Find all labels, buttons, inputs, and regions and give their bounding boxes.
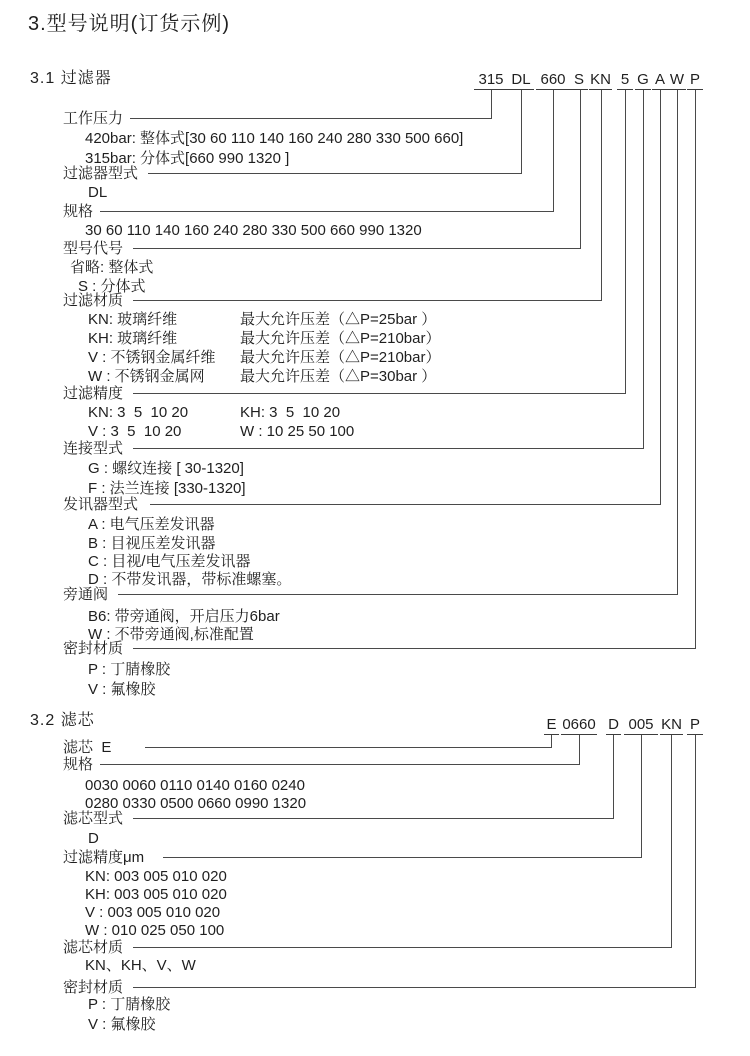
model-code-segment: D [606, 717, 621, 735]
spec-label: 发讯器型式 [63, 496, 139, 513]
spec-label: 滤芯 E [63, 739, 112, 756]
connector-line-h [145, 747, 551, 748]
spec-label: 滤芯型式 [63, 810, 124, 827]
connector-line-v [660, 90, 661, 505]
connector-line-h [133, 393, 625, 394]
spec-label: 规格 [63, 756, 94, 773]
spec-item: 最大允许压差（△P=210bar） [240, 349, 441, 366]
model-code-segment: P [687, 72, 703, 90]
spec-item: KN: 玻璃纤维 [88, 311, 178, 328]
spec-item: F : 法兰连接 [330-1320] [88, 480, 246, 497]
spec-item: 最大允许压差（△P=25bar ） [240, 311, 437, 328]
model-code-segment: 660 [536, 72, 570, 90]
connector-line-v [551, 735, 552, 748]
page-title: 3.型号说明(订货示例) [28, 13, 230, 35]
spec-item: W : 010 025 050 100 [85, 922, 225, 939]
model-code-segment: 005 [624, 717, 658, 735]
spec-item: DL [88, 184, 108, 201]
connector-line-h [118, 594, 677, 595]
spec-item: P : 丁腈橡胶 [88, 661, 171, 678]
connector-line-v [521, 90, 522, 174]
connector-line-v [695, 90, 696, 649]
spec-label: 滤芯材质 [63, 939, 124, 956]
connector-line-h [100, 764, 579, 765]
spec-item: 最大允许压差（△P=30bar ） [240, 368, 437, 385]
connector-line-h [100, 211, 553, 212]
model-code-segment: P [687, 717, 703, 735]
section-heading-element: 3.2 滤芯 [30, 712, 95, 729]
connector-line-h [163, 857, 641, 858]
connector-line-v [580, 90, 581, 249]
spec-item: 30 60 110 140 160 240 280 330 500 660 990 1320 [85, 222, 422, 239]
spec-item: 420bar: 整体式[30 60 110 140 160 240 280 330 500 660] [85, 130, 464, 147]
spec-label: 密封材质 [63, 979, 124, 996]
spec-label: 过滤器型式 [63, 165, 139, 182]
connector-line-h [150, 504, 660, 505]
model-code-segment: E [544, 717, 559, 735]
spec-item: D [88, 830, 99, 847]
spec-item: 315bar: 分体式[660 990 1320 ] [85, 150, 290, 167]
spec-item: KH: 003 005 010 020 [85, 886, 227, 903]
connector-line-v [613, 735, 614, 819]
spec-item: 省略: 整体式 [70, 259, 154, 276]
spec-label: 旁通阀 [63, 586, 109, 603]
connector-line-v [643, 90, 644, 449]
spec-item: A : 电气压差发讯器 [88, 516, 215, 533]
connector-line-h [133, 300, 601, 301]
connector-line-v [671, 735, 672, 948]
model-code-segment: 5 [617, 72, 633, 90]
connector-line-h [130, 118, 491, 119]
connector-line-v [579, 735, 580, 765]
spec-item: KN、KH、V、W [85, 957, 196, 974]
spec-item: P : 丁腈橡胶 [88, 996, 171, 1013]
spec-item: KH: 玻璃纤维 [88, 330, 178, 347]
connector-line-h [133, 648, 695, 649]
spec-item: W : 10 25 50 100 [240, 423, 355, 440]
model-code-segment: 315 [474, 72, 508, 90]
model-code-segment: A [652, 72, 668, 90]
connector-line-h [133, 947, 671, 948]
spec-item: V : 氟橡胶 [88, 1016, 156, 1033]
spec-item: C : 目视/电气压差发讯器 [88, 553, 251, 570]
connector-line-h [133, 248, 580, 249]
spec-item: 0030 0060 0110 0140 0160 0240 [85, 777, 305, 794]
connector-line-h [133, 818, 613, 819]
spec-label: 过滤精度 [63, 385, 124, 402]
connector-line-v [695, 735, 696, 988]
connector-line-v [625, 90, 626, 394]
connector-line-v [601, 90, 602, 301]
spec-item: B : 目视压差发讯器 [88, 535, 216, 552]
spec-item: KN: 3 5 10 20 [88, 404, 189, 421]
spec-label: 规格 [63, 203, 94, 220]
spec-item: 0280 0330 0500 0660 0990 1320 [85, 795, 307, 812]
model-code-segment: 0660 [562, 716, 596, 733]
connector-line-v [553, 90, 554, 212]
spec-label: 过滤材质 [63, 292, 124, 309]
spec-label: 工作压力 [63, 110, 124, 127]
spec-item: W : 不带旁通阀,标准配置 [88, 626, 254, 643]
spec-item: B6: 带旁通阀，开启压力6bar [88, 608, 280, 625]
spec-label: 型号代号 [63, 240, 124, 257]
connector-line-v [641, 735, 642, 858]
spec-item: D : 不带发讯器，带标准螺塞。 [88, 571, 292, 588]
model-code-segment: DL [508, 72, 534, 90]
connector-line-v [677, 90, 678, 595]
spec-item: G : 螺纹连接 [ 30-1320] [88, 460, 244, 477]
model-code-segment: S [570, 72, 588, 90]
connector-line-h [133, 987, 695, 988]
spec-item: V : 003 005 010 020 [85, 904, 221, 921]
spec-item: V : 3 5 10 20 [88, 423, 182, 440]
connector-line-h [148, 173, 521, 174]
spec-label: 过滤精度μm [63, 849, 145, 866]
spec-item: W : 不锈钢金属网 [88, 368, 205, 385]
model-code-segment: KN [590, 71, 611, 88]
model-code-segment: W [669, 71, 685, 88]
spec-item: KN: 003 005 010 020 [85, 868, 227, 885]
connector-line-v [491, 90, 492, 119]
connector-line-h [133, 448, 643, 449]
spec-item: V : 氟橡胶 [88, 681, 156, 698]
spec-item: KH: 3 5 10 20 [240, 404, 341, 421]
spec-item: 最大允许压差（△P=210bar） [240, 330, 441, 347]
spec-item: S : 分体式 [78, 278, 146, 295]
model-code-segment: KN [661, 716, 682, 733]
spec-label: 密封材质 [63, 640, 124, 657]
section-heading-filter: 3.1 过滤器 [30, 70, 112, 87]
spec-label: 连接型式 [63, 440, 124, 457]
model-code-segment: G [635, 72, 651, 90]
spec-item: V : 不锈钢金属纤维 [88, 349, 216, 366]
